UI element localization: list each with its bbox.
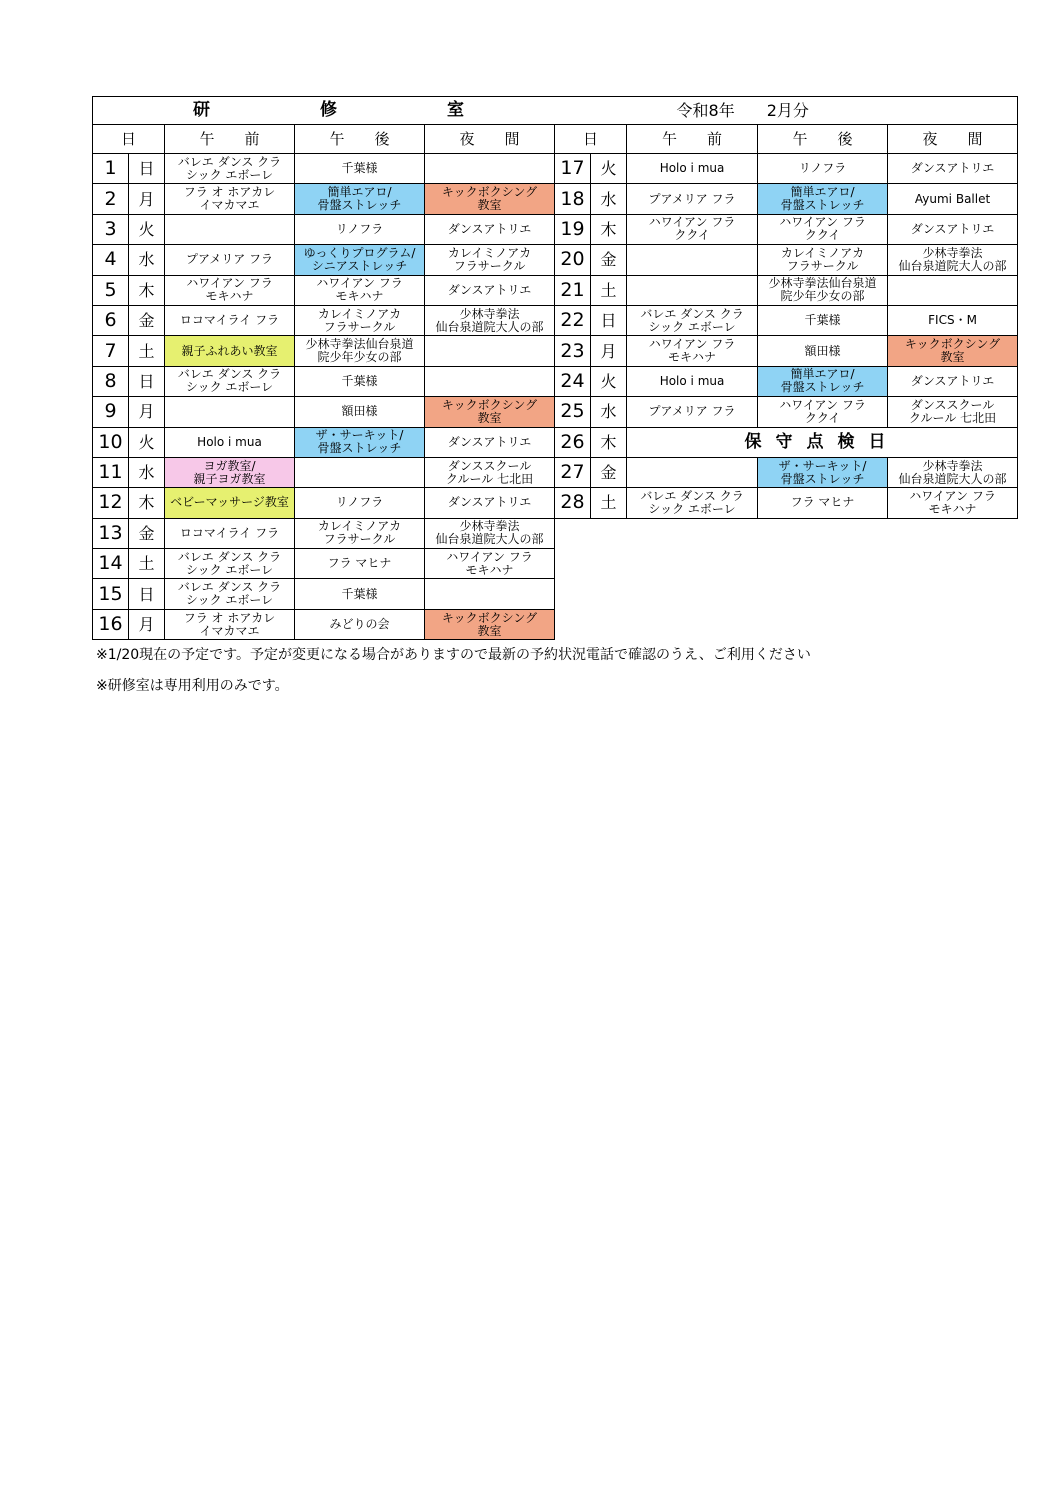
day-number: 11 bbox=[93, 457, 129, 487]
evening-slot bbox=[425, 154, 555, 184]
cell-line: キックボクシング bbox=[441, 397, 538, 412]
evening-slot bbox=[888, 336, 1018, 366]
cell-line: モキハナ bbox=[335, 289, 384, 304]
evening-slot bbox=[888, 214, 1018, 244]
evening-slot bbox=[888, 154, 1018, 184]
evening-slot bbox=[425, 579, 555, 609]
cell-line: ダンススクール bbox=[910, 397, 995, 412]
day-number: 22 bbox=[555, 305, 591, 335]
morning-slot bbox=[165, 305, 295, 335]
cell-line: ロコマイライ フラ bbox=[179, 525, 280, 540]
cell-line: フラサークル bbox=[323, 319, 396, 334]
month-label: 令和8年 2月分 bbox=[676, 100, 809, 120]
cell-line: リノフラ bbox=[798, 161, 847, 176]
weekday: 月 bbox=[129, 184, 165, 214]
column-header-row bbox=[93, 125, 1018, 154]
cell-line: キックボクシング bbox=[441, 185, 538, 200]
day-number: 13 bbox=[93, 518, 129, 548]
day-number: 27 bbox=[555, 457, 591, 487]
cell-line: フラ マヒナ bbox=[790, 495, 855, 510]
cell-line: フラサークル bbox=[453, 258, 526, 273]
cell-line: ハワイアン フラ bbox=[648, 337, 736, 352]
cell-line: シック エボーレ bbox=[185, 562, 274, 577]
morning-slot bbox=[165, 154, 295, 184]
cell-line: 親子ふれあい教室 bbox=[181, 343, 278, 358]
cell-line: 少林寺拳法 bbox=[922, 245, 983, 260]
title-cell bbox=[93, 97, 555, 125]
weekday: 木 bbox=[129, 488, 165, 518]
cell-line: ダンスアトリエ bbox=[910, 373, 995, 388]
day-number: 8 bbox=[93, 366, 129, 396]
weekday: 木 bbox=[591, 427, 627, 457]
day-number: 16 bbox=[93, 609, 129, 639]
col-header-day: 日 bbox=[93, 125, 165, 154]
cell-line: プアメリア フラ bbox=[648, 191, 736, 206]
title-char: 修 bbox=[320, 100, 337, 120]
day-number: 3 bbox=[93, 214, 129, 244]
cell-line: 仙台泉道院大人の部 bbox=[435, 319, 544, 334]
cell-line: バレエ ダンス クラ bbox=[640, 306, 744, 321]
cell-line: Holo i mua bbox=[659, 373, 725, 388]
morning-slot bbox=[165, 457, 295, 487]
day-number: 10 bbox=[93, 427, 129, 457]
afternoon-slot bbox=[758, 214, 888, 244]
weekday: 土 bbox=[591, 275, 627, 305]
cell-line: カレイミノアカ bbox=[447, 245, 532, 260]
cell-line: ハワイアン フラ bbox=[316, 276, 403, 291]
morning-slot bbox=[165, 366, 295, 396]
morning-slot bbox=[627, 154, 758, 184]
schedule-sheet bbox=[92, 96, 1017, 640]
table-row bbox=[93, 427, 1018, 457]
cell-line: 骨盤ストレッチ bbox=[780, 380, 865, 395]
cell-line: ヨガ教室/ bbox=[203, 458, 256, 473]
morning-slot bbox=[165, 579, 295, 609]
cell-line: フラ オ ホアカレ bbox=[183, 610, 276, 625]
cell-line: ダンススクール bbox=[447, 458, 532, 473]
weekday: 水 bbox=[591, 184, 627, 214]
weekday: 金 bbox=[129, 518, 165, 548]
weekday: 月 bbox=[591, 336, 627, 366]
table-row bbox=[93, 275, 1018, 305]
evening-slot bbox=[425, 488, 555, 518]
morning-slot bbox=[165, 609, 295, 639]
afternoon-slot bbox=[295, 275, 425, 305]
morning-slot bbox=[627, 305, 758, 335]
cell-line: 簡単エアロ/ bbox=[327, 185, 392, 200]
cell-line: 簡単エアロ/ bbox=[790, 367, 855, 382]
afternoon-slot bbox=[295, 366, 425, 396]
afternoon-slot bbox=[758, 245, 888, 275]
weekday: 月 bbox=[129, 397, 165, 427]
cell-line: ダンスアトリエ bbox=[910, 161, 995, 176]
cell-line: 骨盤ストレッチ bbox=[780, 198, 865, 213]
afternoon-slot bbox=[758, 397, 888, 427]
table-row bbox=[93, 154, 1018, 184]
evening-slot bbox=[425, 275, 555, 305]
afternoon-slot bbox=[295, 609, 425, 639]
cell-line: 額田様 bbox=[804, 343, 841, 358]
afternoon-slot bbox=[295, 427, 425, 457]
maintenance-day-notice: 保守点検日 bbox=[627, 427, 1018, 457]
cell-line: ベビーマッサージ教室 bbox=[170, 495, 289, 510]
schedule-note: ※1/20現在の予定です。予定が変更になる場合がありますので最新の予約状況電話で確認のうえ、ご利用ください bbox=[96, 647, 811, 663]
cell-line: バレエ ダンス クラ bbox=[177, 154, 282, 169]
cell-line: バレエ ダンス クラ bbox=[177, 549, 282, 564]
afternoon-slot bbox=[295, 184, 425, 214]
morning-slot bbox=[165, 275, 295, 305]
table-row bbox=[93, 457, 1018, 487]
morning-slot bbox=[165, 336, 295, 366]
cell-line: モキハナ bbox=[205, 289, 254, 304]
evening-slot bbox=[425, 609, 555, 639]
cell-line: ククイ bbox=[804, 410, 841, 425]
evening-slot bbox=[425, 518, 555, 548]
day-number: 5 bbox=[93, 275, 129, 305]
cell-line: ハワイアン フラ bbox=[186, 276, 273, 291]
cell-line: フラ マヒナ bbox=[327, 556, 392, 571]
cell-line: プアメリア フラ bbox=[648, 404, 736, 419]
table-row bbox=[93, 245, 1018, 275]
morning-slot bbox=[165, 214, 295, 244]
cell-line: ダンスアトリエ bbox=[447, 221, 532, 236]
cell-line: 千葉様 bbox=[341, 373, 378, 388]
evening-slot bbox=[888, 305, 1018, 335]
evening-slot bbox=[425, 245, 555, 275]
cell-line: バレエ ダンス クラ bbox=[177, 580, 282, 595]
cell-line: フラサークル bbox=[786, 258, 859, 273]
empty-cell bbox=[555, 579, 1018, 609]
day-number: 25 bbox=[555, 397, 591, 427]
cell-line: 少林寺拳法仙台泉道 bbox=[305, 337, 414, 352]
morning-slot bbox=[627, 397, 758, 427]
cell-line: イマカマエ bbox=[199, 198, 260, 213]
cell-line: リノフラ bbox=[335, 495, 384, 510]
afternoon-slot bbox=[295, 214, 425, 244]
afternoon-slot bbox=[758, 305, 888, 335]
cell-line: Holo i mua bbox=[197, 434, 262, 449]
cell-line: クルール 七北田 bbox=[445, 471, 534, 486]
table-row bbox=[93, 488, 1018, 518]
cell-line: 少林寺拳法 bbox=[459, 519, 520, 534]
weekday: 水 bbox=[129, 245, 165, 275]
weekday: 土 bbox=[129, 336, 165, 366]
weekday: 日 bbox=[591, 305, 627, 335]
cell-line: 教室 bbox=[940, 350, 965, 365]
cell-line: シック エボーレ bbox=[648, 319, 736, 334]
table-row bbox=[93, 609, 1018, 639]
cell-line: カレイミノアカ bbox=[317, 519, 402, 534]
day-number: 4 bbox=[93, 245, 129, 275]
cell-line: ダンスアトリエ bbox=[447, 434, 532, 449]
evening-slot bbox=[888, 366, 1018, 396]
cell-line: リノフラ bbox=[335, 221, 384, 236]
day-number: 21 bbox=[555, 275, 591, 305]
evening-slot bbox=[425, 336, 555, 366]
cell-line: モキハナ bbox=[668, 350, 717, 365]
table-row bbox=[93, 518, 1018, 548]
cell-line: キックボクシング bbox=[441, 610, 538, 625]
cell-line: イマカマエ bbox=[199, 623, 260, 638]
morning-slot bbox=[165, 245, 295, 275]
usage-note: ※研修室は専用利用のみです。 bbox=[96, 678, 289, 694]
cell-line: 骨盤ストレッチ bbox=[317, 198, 402, 213]
weekday: 日 bbox=[129, 366, 165, 396]
cell-line: ダンスアトリエ bbox=[447, 282, 532, 297]
day-number: 2 bbox=[93, 184, 129, 214]
weekday: 金 bbox=[129, 305, 165, 335]
cell-line: 教室 bbox=[477, 623, 502, 638]
morning-slot bbox=[165, 549, 295, 579]
morning-slot bbox=[627, 245, 758, 275]
cell-line: ハワイアン フラ bbox=[779, 215, 866, 230]
morning-slot bbox=[165, 427, 295, 457]
empty-cell bbox=[555, 549, 1018, 579]
title-char: 室 bbox=[447, 100, 464, 120]
evening-slot bbox=[425, 549, 555, 579]
morning-slot bbox=[627, 184, 758, 214]
cell-line: プアメリア フラ bbox=[185, 252, 274, 267]
weekday: 土 bbox=[591, 488, 627, 518]
cell-line: 院少年少女の部 bbox=[780, 289, 865, 304]
day-number: 19 bbox=[555, 214, 591, 244]
weekday: 火 bbox=[129, 427, 165, 457]
cell-line: ハワイアン フラ bbox=[779, 397, 866, 412]
cell-line: 千葉様 bbox=[341, 161, 378, 176]
page-title bbox=[193, 100, 555, 120]
cell-line: 千葉様 bbox=[341, 586, 378, 601]
col-header-afternoon: 午 後 bbox=[758, 125, 888, 154]
cell-line: 院少年少女の部 bbox=[317, 350, 402, 365]
table-row bbox=[93, 336, 1018, 366]
cell-line: 仙台泉道院大人の部 bbox=[898, 258, 1007, 273]
cell-line: Holo i mua bbox=[659, 161, 725, 176]
weekday: 火 bbox=[591, 366, 627, 396]
weekday: 月 bbox=[129, 609, 165, 639]
afternoon-slot bbox=[295, 579, 425, 609]
cell-line: フラ オ ホアカレ bbox=[183, 185, 276, 200]
cell-line: キックボクシング bbox=[904, 337, 1001, 352]
cell-line: シック エボーレ bbox=[185, 380, 274, 395]
weekday: 金 bbox=[591, 245, 627, 275]
cell-line: モキハナ bbox=[928, 501, 977, 516]
weekday: 火 bbox=[129, 214, 165, 244]
cell-line: モキハナ bbox=[465, 562, 514, 577]
evening-slot bbox=[888, 245, 1018, 275]
afternoon-slot bbox=[295, 245, 425, 275]
cell-line: ザ・サーキット/ bbox=[778, 458, 867, 473]
morning-slot bbox=[165, 397, 295, 427]
cell-line: バレエ ダンス クラ bbox=[640, 488, 744, 503]
table-row bbox=[93, 184, 1018, 214]
evening-slot bbox=[888, 488, 1018, 518]
cell-line: 少林寺拳法 bbox=[459, 306, 520, 321]
afternoon-slot bbox=[295, 305, 425, 335]
evening-slot bbox=[425, 397, 555, 427]
cell-line: FICS・M bbox=[928, 313, 977, 328]
evening-slot bbox=[425, 366, 555, 396]
table-row bbox=[93, 366, 1018, 396]
cell-line: バレエ ダンス クラ bbox=[177, 367, 282, 382]
cell-line: ザ・サーキット/ bbox=[315, 428, 404, 443]
day-number: 1 bbox=[93, 154, 129, 184]
afternoon-slot bbox=[295, 518, 425, 548]
evening-slot bbox=[425, 305, 555, 335]
cell-line: ダンスアトリエ bbox=[447, 495, 532, 510]
day-number: 18 bbox=[555, 184, 591, 214]
morning-slot bbox=[627, 457, 758, 487]
weekday: 土 bbox=[129, 549, 165, 579]
cell-line: ロコマイライ フラ bbox=[179, 313, 280, 328]
cell-line: フラサークル bbox=[323, 532, 396, 547]
empty-cell bbox=[555, 609, 1018, 639]
cell-line: みどりの会 bbox=[329, 617, 390, 632]
cell-line: 額田様 bbox=[341, 404, 378, 419]
morning-slot bbox=[165, 488, 295, 518]
weekday: 木 bbox=[129, 275, 165, 305]
cell-line: 骨盤ストレッチ bbox=[780, 471, 865, 486]
evening-slot bbox=[888, 397, 1018, 427]
afternoon-slot bbox=[295, 336, 425, 366]
weekday: 金 bbox=[591, 457, 627, 487]
col-header-evening: 夜 間 bbox=[888, 125, 1018, 154]
day-number: 26 bbox=[555, 427, 591, 457]
date-cell bbox=[555, 97, 1018, 125]
table-row bbox=[93, 214, 1018, 244]
cell-line: カレイミノアカ bbox=[780, 245, 865, 260]
cell-line: ハワイアン フラ bbox=[648, 215, 736, 230]
afternoon-slot bbox=[758, 488, 888, 518]
table-row bbox=[93, 397, 1018, 427]
cell-line: 少林寺拳法仙台泉道 bbox=[768, 276, 877, 291]
cell-line: 千葉様 bbox=[804, 313, 841, 328]
cell-line: 仙台泉道院大人の部 bbox=[898, 471, 1007, 486]
afternoon-slot bbox=[758, 275, 888, 305]
table-row bbox=[93, 305, 1018, 335]
afternoon-slot bbox=[758, 366, 888, 396]
day-number: 15 bbox=[93, 579, 129, 609]
col-header-day: 日 bbox=[555, 125, 627, 154]
cell-line: 教室 bbox=[477, 410, 502, 425]
morning-slot bbox=[627, 366, 758, 396]
cell-line: 少林寺拳法 bbox=[922, 458, 983, 473]
title-char: 研 bbox=[193, 100, 210, 120]
weekday: 木 bbox=[591, 214, 627, 244]
empty-cell bbox=[555, 518, 1018, 548]
afternoon-slot bbox=[295, 154, 425, 184]
cell-line: シック エボーレ bbox=[185, 167, 274, 182]
weekday: 水 bbox=[591, 397, 627, 427]
weekday: 水 bbox=[129, 457, 165, 487]
cell-line: シック エボーレ bbox=[648, 501, 736, 516]
evening-slot bbox=[425, 214, 555, 244]
day-number: 20 bbox=[555, 245, 591, 275]
cell-line: クルール 七北田 bbox=[908, 410, 997, 425]
day-number: 9 bbox=[93, 397, 129, 427]
table-row bbox=[93, 549, 1018, 579]
cell-line: シック エボーレ bbox=[185, 593, 274, 608]
cell-line: ダンスアトリエ bbox=[910, 221, 995, 236]
cell-line: ハワイアン フラ bbox=[446, 549, 533, 564]
weekday: 日 bbox=[129, 154, 165, 184]
day-number: 6 bbox=[93, 305, 129, 335]
afternoon-slot bbox=[758, 336, 888, 366]
cell-line: ククイ bbox=[674, 228, 710, 243]
cell-line: ゆっくりプログラム/ bbox=[303, 245, 416, 260]
cell-line: シニアストレッチ bbox=[311, 258, 408, 273]
evening-slot bbox=[888, 184, 1018, 214]
col-header-morning: 午 前 bbox=[165, 125, 295, 154]
afternoon-slot bbox=[758, 184, 888, 214]
evening-slot bbox=[888, 275, 1018, 305]
evening-slot bbox=[425, 457, 555, 487]
cell-line: 仙台泉道院大人の部 bbox=[435, 532, 544, 547]
col-header-evening: 夜 間 bbox=[425, 125, 555, 154]
evening-slot bbox=[425, 427, 555, 457]
morning-slot bbox=[627, 488, 758, 518]
cell-line: カレイミノアカ bbox=[317, 306, 402, 321]
cell-line: Ayumi Ballet bbox=[914, 191, 991, 206]
schedule-table bbox=[92, 96, 1018, 640]
title-row bbox=[93, 97, 1018, 125]
weekday: 日 bbox=[129, 579, 165, 609]
afternoon-slot bbox=[295, 488, 425, 518]
cell-line: ハワイアン フラ bbox=[909, 488, 996, 503]
cell-line: ククイ bbox=[804, 228, 841, 243]
afternoon-slot bbox=[295, 549, 425, 579]
cell-line: 簡単エアロ/ bbox=[790, 185, 855, 200]
morning-slot bbox=[165, 184, 295, 214]
afternoon-slot bbox=[758, 457, 888, 487]
col-header-afternoon: 午 後 bbox=[295, 125, 425, 154]
day-number: 14 bbox=[93, 549, 129, 579]
morning-slot bbox=[627, 336, 758, 366]
cell-line: 骨盤ストレッチ bbox=[317, 441, 402, 456]
evening-slot bbox=[425, 184, 555, 214]
day-number: 24 bbox=[555, 366, 591, 396]
morning-slot bbox=[627, 275, 758, 305]
afternoon-slot bbox=[295, 457, 425, 487]
day-number: 23 bbox=[555, 336, 591, 366]
weekday: 火 bbox=[591, 154, 627, 184]
col-header-morning: 午 前 bbox=[627, 125, 758, 154]
evening-slot bbox=[888, 457, 1018, 487]
table-row bbox=[93, 579, 1018, 609]
afternoon-slot bbox=[758, 154, 888, 184]
afternoon-slot bbox=[295, 397, 425, 427]
day-number: 17 bbox=[555, 154, 591, 184]
day-number: 12 bbox=[93, 488, 129, 518]
day-number: 28 bbox=[555, 488, 591, 518]
cell-line: 教室 bbox=[477, 198, 502, 213]
morning-slot bbox=[627, 214, 758, 244]
cell-line: 親子ヨガ教室 bbox=[193, 471, 266, 486]
day-number: 7 bbox=[93, 336, 129, 366]
morning-slot bbox=[165, 518, 295, 548]
